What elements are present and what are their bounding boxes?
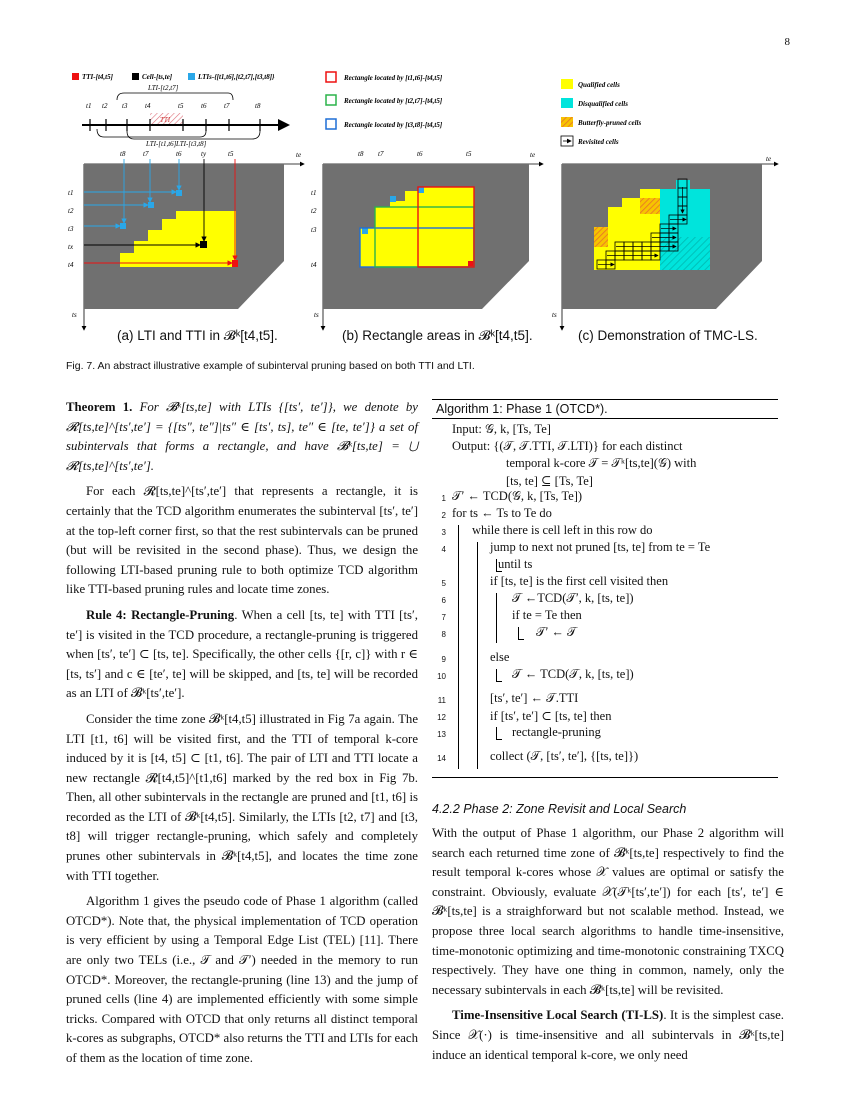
alg-line-3: while there is cell left in this row do — [472, 523, 653, 537]
alg-block-if-tti — [496, 727, 502, 740]
legend-butterfly-swatch — [561, 117, 573, 127]
tils-text: . It is the simplest case. Since 𝒳(·) is time-insensitive and all subintervals in 𝓑ᵏ[ts,te] induce an identical temporal k-core, we only need — [432, 1008, 785, 1062]
alg-output-3: [ts, te] ⊆ [Ts, Te] — [506, 474, 593, 488]
panel-a-top-t6: t6 — [176, 150, 182, 158]
panel-c-te: te — [766, 155, 772, 163]
tti-label: TTI — [160, 116, 171, 124]
panel-a-left-t1: t1 — [68, 189, 74, 197]
legend-cell-swatch — [132, 73, 139, 80]
tick-t6: t6 — [201, 102, 207, 110]
theorem-label: Theorem 1. — [66, 400, 133, 414]
alg-line-12: if [ts′, te′] ⊂ [ts, te] then — [490, 709, 612, 723]
panel-a-te: te — [296, 151, 302, 159]
figure-caption: Fig. 7. An abstract illustrative example of subinterval pruning based on both TTI and LTI. — [66, 360, 475, 372]
alg-output-1: Output: {(𝒯, 𝒯.TTI, 𝒯.LTI)} for each distinct — [452, 439, 683, 453]
panel-b-left-t2: t2 — [311, 207, 317, 215]
alg-block-else — [496, 669, 502, 682]
alg-block-for — [458, 525, 459, 769]
panel-c — [552, 155, 778, 330]
legend-butterfly-label: Butterfly-pruned cells — [578, 119, 642, 127]
panel-b-ts: ts — [314, 311, 319, 319]
alg-line-14: collect (𝒯, [ts′, te′], {[ts, te]}) — [490, 749, 639, 763]
alg-block-if — [496, 593, 497, 643]
panel-b-te: te — [530, 151, 536, 159]
panel-b-left-t4: t4 — [311, 261, 317, 269]
page-number: 8 — [784, 36, 790, 48]
alg-ln-8: 8 — [441, 630, 446, 639]
tick-t5: t5 — [178, 102, 184, 110]
legend-tti-swatch — [72, 73, 79, 80]
panel-a — [68, 150, 304, 330]
alg-ln-4: 4 — [441, 545, 446, 554]
subcaption-b: (b) Rectangle areas in 𝓑ᵏ[t4,t5]. — [342, 328, 533, 343]
theorem-text: For 𝓑ᵏ[ts,te] with LTIs {[ts′, te′]}, we denote by 𝓡[ts,te]^[ts′,te′] = {[ts″, te″]|ts″ ∈ [ts′, ts], te″ ∈ [te, te′]} a set of subintervals that forms a rectangle, and have 𝓑ᵏ[ts,te] = ⋃ 𝓡[ts,te]^[ts′,te′]. — [66, 400, 418, 473]
legend-qualified-label: Qualified cells — [578, 81, 620, 89]
rule-text: . When a cell [ts, te] with TTI [ts′, te′] is visited in the TCD procedure, a rectangle-pruning is triggered when [ts′, te′] ⊂ [ts, te]. Specifically, the other cells {[r, c]} with r ∈ [ts, ts′] and c ∈ [te′, te] will be skipped, and [ts, te] will be recorded as an LTI of 𝓑ᵏ[ts′,te′]. — [66, 607, 418, 701]
legend-lti-swatch — [188, 73, 195, 80]
paragraph-otcd: Algorithm 1 gives the pseudo code of Phase 1 algorithm (called OTCD*). Note that, the physical implementation of TCD operation is very efficient by using a Temporal Edge List (TEL) [11]. There are only two TELs (i.e., 𝒯 and 𝒯′) needed in the memory to run OTCD*. Moreover, the rectangle-pruning (line 13) and the jump of pruned cells (line 4) are implemented efficiently with some simple tricks. Compared with OTCD that only returns all distinct temporal k-cores as subgraphs, OTCD* also returns the TTI and LTIs for each of them as the location of time zone. — [66, 894, 418, 1065]
panel-b-left-t3: t3 — [311, 226, 317, 234]
alg-ln-13: 13 — [437, 730, 446, 739]
alg-ln-5: 5 — [441, 579, 446, 588]
alg-block-while — [477, 542, 478, 769]
alg-line-13: rectangle-pruning — [512, 725, 601, 739]
panel-a-top-t5: t5 — [228, 150, 234, 158]
panel-b — [311, 150, 543, 330]
alg-line-4b: until ts — [498, 557, 533, 571]
panel-a-top-t7: t7 — [143, 150, 149, 158]
paragraph-example: Consider the time zone 𝓑ᵏ[t4,t5] illustrated in Fig 7a again. The LTI [t1, t6] will be visited first, and the TTI of temporal k-core induced by it is [t4, t5] ⊂ [t1, t6]. The pair of LTI and TTI locate a new rectangle 𝓡[t4,t5]^[t1,t6] marked by the red box in Fig 7b. Then, all other subintervals in the rectangle are pruned and [t1, t6] is recorded as the LTI of 𝓑ᵏ[t4,t5]. Similarly, the LTIs [t2, t7] and [t3, t8] will trigger rectangle-pruning, which safely and completely prunes other subintervals in 𝓑ᵏ[t4,t5], and locates the time zone with TTI together. — [66, 711, 418, 883]
lti-t1t6-label: LTI-[t1,t6] — [146, 140, 177, 148]
legend-cell-label: Cell-[ts,te] — [142, 73, 173, 81]
panel-b-top-t6: t6 — [417, 150, 423, 158]
alg-line-2: for ts ← Ts to Te do — [452, 506, 552, 520]
panel-a-left-t3: t3 — [68, 225, 74, 233]
alg-ln-11: 11 — [437, 696, 446, 705]
alg-ln-6: 6 — [441, 596, 446, 605]
alg-input: Input: 𝒢, k, [Ts, Te] — [452, 422, 551, 436]
panel-a-top-t8: t8 — [120, 150, 126, 158]
tils-label: Time-Insensitive Local Search (TI-LS) — [452, 1008, 664, 1023]
left-column — [66, 398, 418, 1075]
lti-t3t8-label: LTI-[t3,t8] — [176, 140, 207, 148]
alg-bottom-rule — [432, 777, 778, 778]
alg-line-9: else — [490, 650, 510, 664]
panel-a-left-tx: tx — [68, 243, 74, 251]
panel-c-ts: ts — [552, 311, 557, 319]
algorithm-title: Algorithm 1: Phase 1 (OTCD*). — [432, 399, 778, 419]
legend-rect-blue — [326, 119, 336, 129]
right-column — [432, 824, 784, 1071]
alg-block-jump — [496, 559, 502, 572]
alg-line-8: 𝒯′ ← 𝒯 — [536, 625, 577, 639]
paragraph-rectangle: For each 𝓡[ts,te]^[ts′,te′] that represents a rectangle, it is certainly that the TCD algorithm enumerates the subinterval [ts′, te′] at the top-left corner first, so that the rest subintervals can be pruned (but will be revisited in the second phase). Thus, we design the following LTI-based pruning rule to both optimize TCD algorithm like TTI-based pruning rules and locate time zones. — [66, 484, 418, 597]
alg-line-6: 𝒯 ←TCD(𝒯′, k, [ts, te]) — [512, 591, 634, 605]
lti-t2t7-label: LTI-[t2,t7] — [148, 84, 179, 92]
tick-t3: t3 — [122, 102, 128, 110]
legend-disqualified-label: Disqualified cells — [578, 100, 628, 108]
timeline — [82, 84, 288, 148]
legend-revisited-label: Revisited cells — [578, 138, 619, 146]
paragraph-tils — [432, 1006, 784, 1065]
figure-7 — [0, 55, 850, 355]
alg-line-4: jump to next not pruned [ts, te] from te = Te — [490, 540, 711, 554]
alg-block-if-te — [518, 627, 524, 640]
legend-rect-red-label: Rectangle located by [t1,t6]-[t4,t5] — [344, 74, 443, 82]
tick-t7: t7 — [224, 102, 230, 110]
tick-t2: t2 — [102, 102, 108, 110]
legend-rect-blue-label: Rectangle located by [t3,t8]-[t4,t5] — [344, 121, 443, 129]
legend-disqualified-swatch — [561, 98, 573, 108]
panel-b-top-t5: t5 — [466, 150, 472, 158]
legend-rect-green-label: Rectangle located by [t2,t7]-[t4,t5] — [344, 97, 443, 105]
legend-tti-label: TTI-[t4,t5] — [82, 73, 113, 81]
rule-4 — [66, 606, 418, 704]
legend-rect-red — [326, 72, 336, 82]
alg-line-11: [ts′, te′] ← 𝒯.TTI — [490, 691, 579, 705]
panel-b-left-t1: t1 — [311, 189, 317, 197]
alg-ln-1: 1 — [441, 494, 446, 503]
alg-ln-10: 10 — [437, 672, 446, 681]
alg-ln-14: 14 — [437, 754, 446, 763]
section-heading: 4.2.2 Phase 2: Zone Revisit and Local Search — [432, 802, 687, 816]
tick-t8: t8 — [255, 102, 261, 110]
panel-b-top-t8: t8 — [358, 150, 364, 158]
subcaption-a: (a) LTI and TTI in 𝓑ᵏ[t4,t5]. — [117, 328, 278, 343]
tick-t4: t4 — [145, 102, 151, 110]
panel-a-left-t2: t2 — [68, 207, 74, 215]
legend-rect-green — [326, 95, 336, 105]
panel-b-top-t7: t7 — [378, 150, 384, 158]
alg-line-1: 𝒯′ ← TCD(𝒢, k, [Ts, Te]) — [452, 489, 583, 503]
panel-a-ts: ts — [72, 311, 77, 319]
rule-label: Rule 4: Rectangle-Pruning — [86, 607, 235, 622]
alg-ln-2: 2 — [441, 511, 446, 520]
alg-ln-7: 7 — [441, 613, 446, 622]
legend-qualified-swatch — [561, 79, 573, 89]
paragraph-phase2: With the output of Phase 1 algorithm, our Phase 2 algorithm will search each returned time zone of 𝓑ᵏ[ts,te] respectively to find the result temporal k-cores whose 𝒳 values are optimal or satisfy the constraint. Obviously, evaluate 𝒳(𝒯ᵏ[ts′,te′]) for each [ts′, te′] ∈ 𝓑ᵏ[ts,te] is a straighforward but not scalable method. Instead, we propose three local search algorithms to handle time-insensitive, time-monotonic optimizing and time-monotonic constraining TXCQ respectively. They have one thing in common, namely, only the necessary subintervals in each 𝓑ᵏ[ts,te] will be revisited. — [432, 826, 784, 997]
panel-a-left-t4: t4 — [68, 261, 74, 269]
panel-a-top-ty: ty — [201, 150, 207, 158]
alg-line-5: if [ts, te] is the first cell visited then — [490, 574, 669, 588]
tick-t1: t1 — [86, 102, 92, 110]
alg-line-10: 𝒯 ← TCD(𝒯, k, [ts, te]) — [512, 667, 634, 681]
alg-ln-12: 12 — [437, 713, 446, 722]
legend-lti-label: LTIs-{[t1,t6],[t2,t7],[t3,t8]} — [198, 73, 275, 81]
alg-output-2: temporal k-core 𝒯 = 𝒯ᵏ[ts,te](𝒢) with — [506, 456, 697, 470]
algorithm-1 — [432, 399, 778, 775]
alg-ln-3: 3 — [441, 528, 446, 537]
alg-ln-9: 9 — [441, 655, 446, 664]
subcaption-c: (c) Demonstration of TMC-LS. — [578, 328, 758, 343]
alg-line-7: if te = Te then — [512, 608, 582, 622]
theorem-1 — [66, 398, 418, 476]
